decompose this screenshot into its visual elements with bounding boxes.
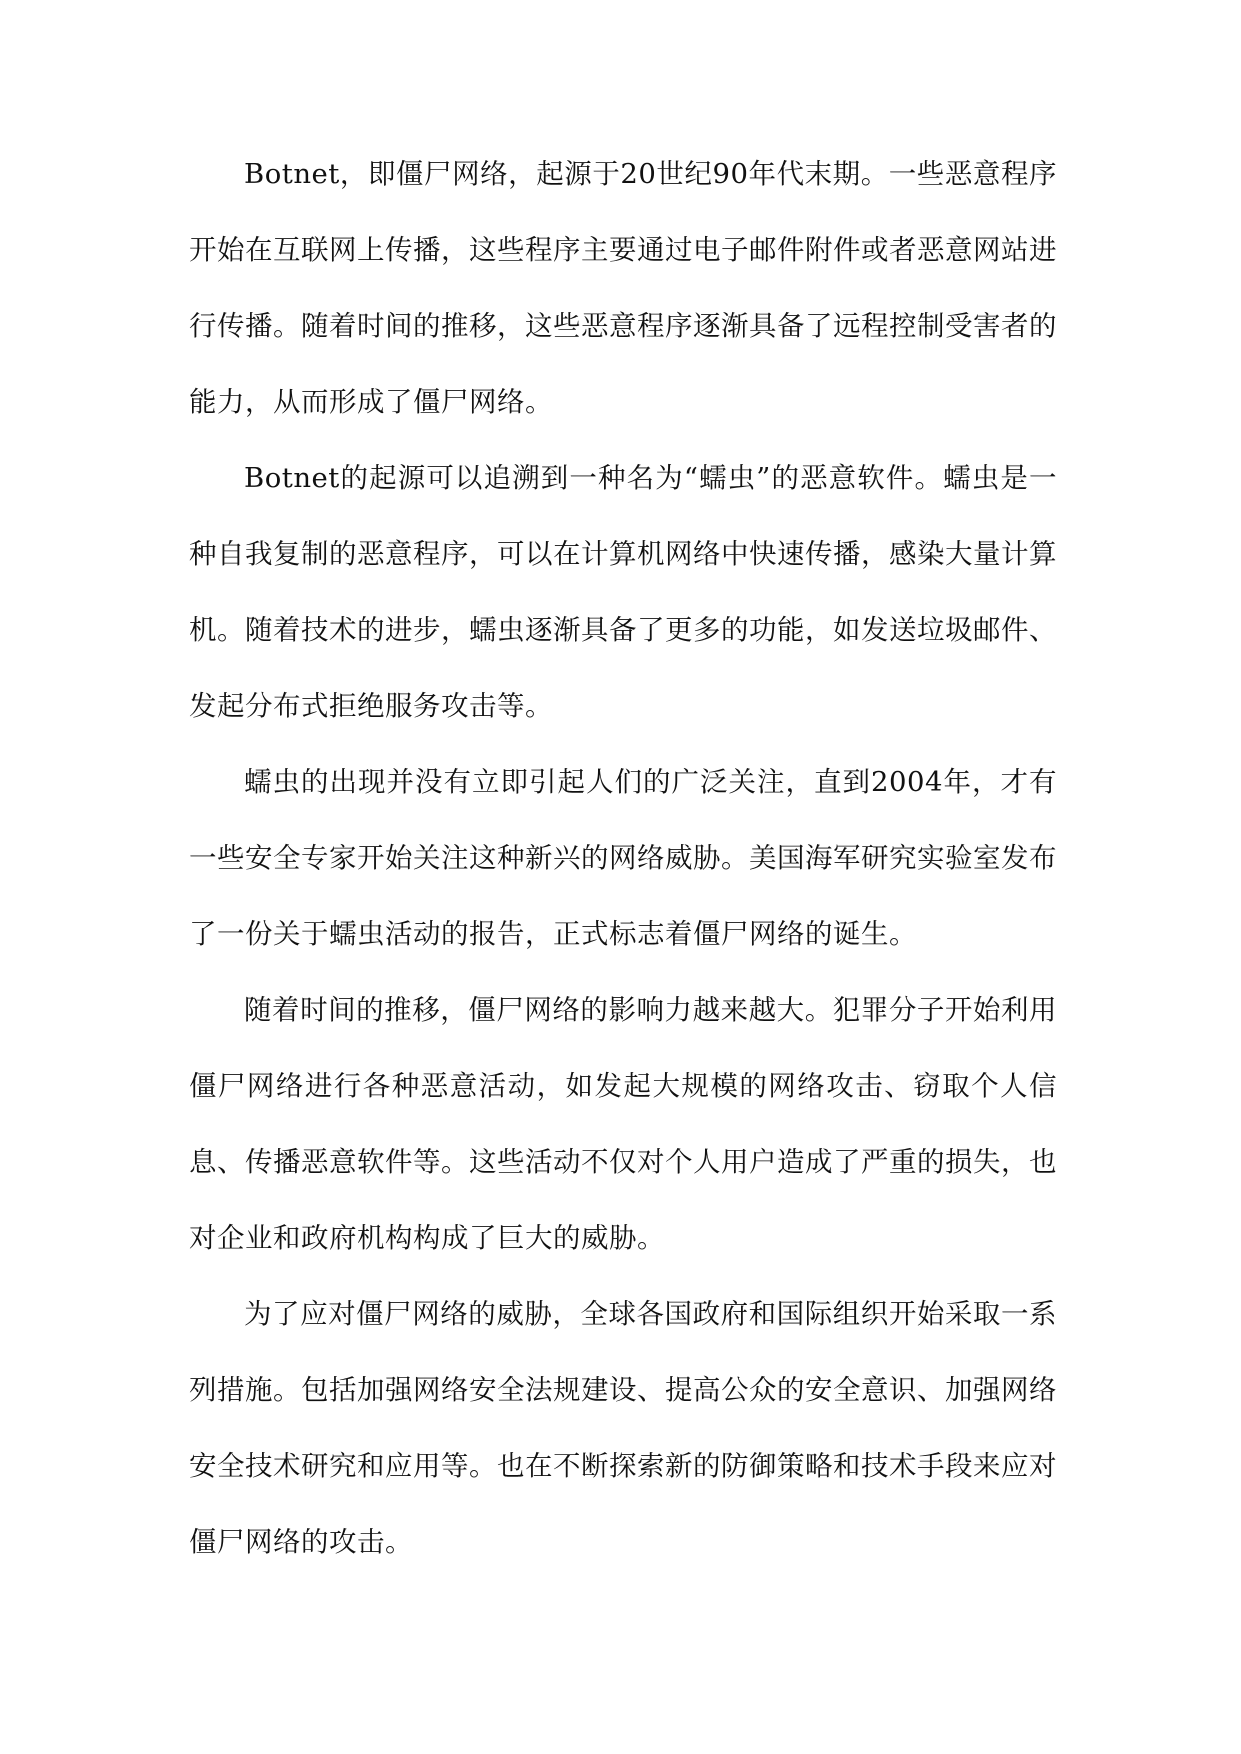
paragraph-2004-report: 蠕虫的出现并没有立即引起人们的广泛关注，直到2004年，才有一些安全专家开始关注这种新兴的网络威胁。美国海军研究实验室发布了一份关于蠕虫活动的报告，正式标志着僵尸网络的诞生。: [189, 766, 1057, 950]
document-body: [189, 136, 1057, 1580]
paragraph-botnet-origin: Botnet，即僵尸网络，起源于20世纪90年代末期。一些恶意程序开始在互联网上传播，这些程序主要通过电子邮件附件或者恶意网站进行传播。随着时间的推移，这些恶意程序逐渐具备了远程控制受害者的能力，从而形成了僵尸网络。: [189, 158, 1057, 418]
paragraph-growing-impact: 随着时间的推移，僵尸网络的影响力越来越大。犯罪分子开始利用僵尸网络进行各种恶意活动，如发起大规模的网络攻击、窃取个人信息、传播恶意软件等。这些活动不仅对个人用户造成了严重的损失，也对企业和政府机构构成了巨大的威胁。: [189, 994, 1057, 1254]
paragraph-worm-origin: Botnet的起源可以追溯到一种名为“蠕虫”的恶意软件。蠕虫是一种自我复制的恶意程序，可以在计算机网络中快速传播，感染大量计算机。随着技术的进步，蠕虫逐渐具备了更多的功能，如发送垃圾邮件、发起分布式拒绝服务攻击等。: [189, 462, 1057, 722]
paragraph-countermeasures: 为了应对僵尸网络的威胁，全球各国政府和国际组织开始采取一系列措施。包括加强网络安全法规建设、提高公众的安全意识、加强网络安全技术研究和应用等。也在不断探索新的防御策略和技术手段来应对僵尸网络的攻击。: [189, 1298, 1057, 1558]
